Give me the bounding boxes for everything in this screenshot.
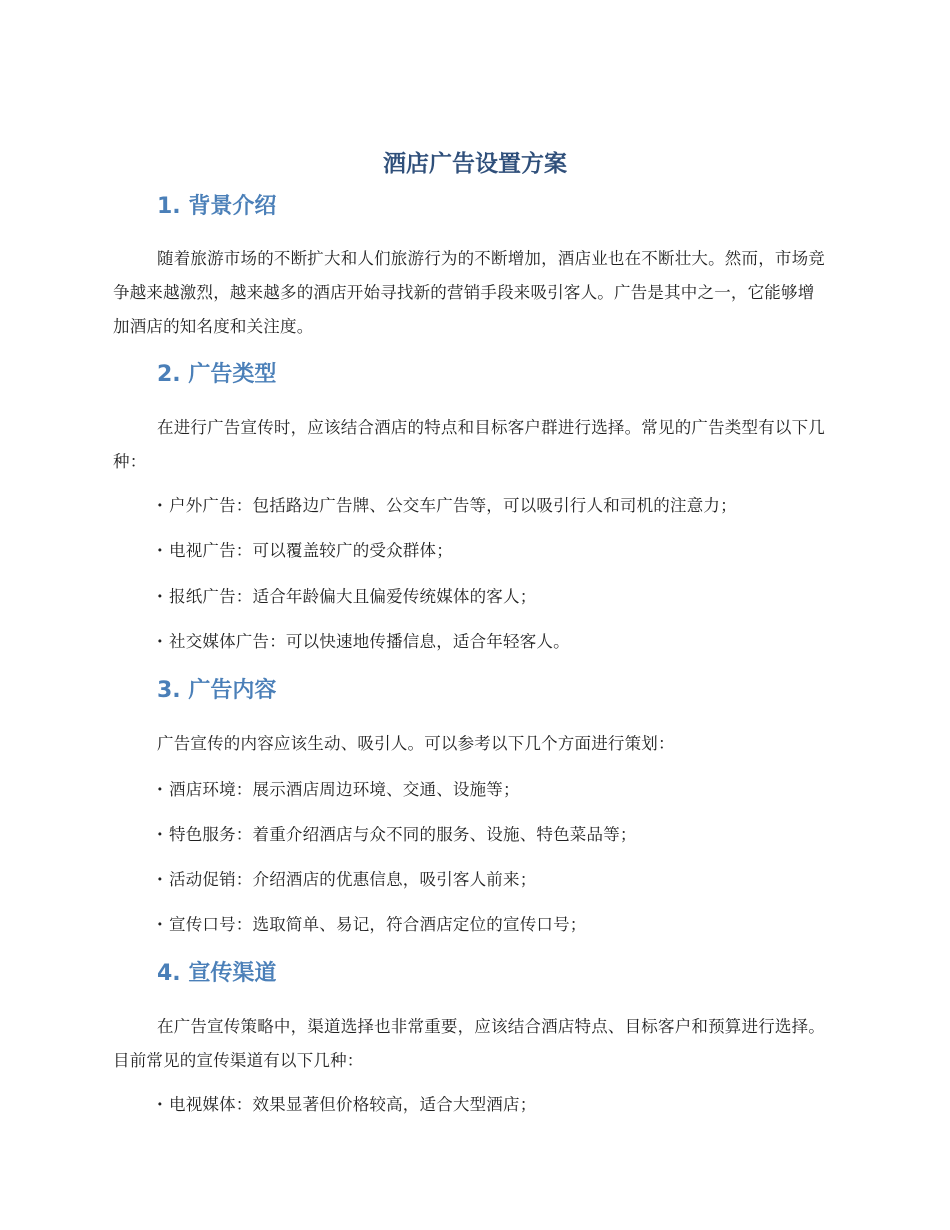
list-item bbox=[157, 908, 587, 942]
list-item bbox=[157, 1088, 536, 1122]
paragraph-channels: 在广告宣传策略中，渠道选择也非常重要，应该结合酒店特点、目标客户和预算进行选择。目前常见的宣传渠道有以下几种： bbox=[113, 1017, 825, 1070]
bullet-icon: · bbox=[157, 496, 163, 515]
list-item-text: 报纸广告：适合年龄偏大且偏爱传统媒体的客人； bbox=[169, 587, 537, 606]
section-heading-background: 1. 背景介绍 bbox=[157, 194, 277, 219]
list-item bbox=[157, 818, 637, 852]
list-item-text: 户外广告：包括路边广告牌、公交车广告等，可以吸引行人和司机的注意力； bbox=[169, 496, 737, 515]
list-item bbox=[157, 534, 453, 568]
list-item bbox=[157, 625, 570, 659]
bullet-icon: · bbox=[157, 1095, 163, 1114]
list-item-text: 电视广告：可以覆盖较广的受众群体； bbox=[169, 541, 453, 560]
bullet-icon: · bbox=[157, 632, 163, 651]
bullet-icon: · bbox=[157, 825, 163, 844]
list-item-text: 电视媒体：效果显著但价格较高，适合大型酒店； bbox=[169, 1095, 537, 1114]
paragraph-ad-types: 在进行广告宣传时，应该结合酒店的特点和目标客户群进行选择。常见的广告类型有以下几种： bbox=[113, 418, 825, 471]
bullet-icon: · bbox=[157, 541, 163, 560]
paragraph-ad-content: 广告宣传的内容应该生动、吸引人。可以参考以下几个方面进行策划： bbox=[157, 734, 675, 753]
bullet-icon: · bbox=[157, 915, 163, 934]
section-heading-ad-content: 3. 广告内容 bbox=[157, 678, 277, 703]
list-item bbox=[157, 580, 536, 614]
section-heading-ad-types: 2. 广告类型 bbox=[157, 362, 277, 387]
list-item-text: 特色服务：着重介绍酒店与众不同的服务、设施、特色菜品等； bbox=[169, 825, 637, 844]
document-title: 酒店广告设置方案 bbox=[383, 151, 567, 177]
list-item bbox=[157, 863, 536, 897]
list-item-text: 酒店环境：展示酒店周边环境、交通、设施等； bbox=[169, 780, 520, 799]
list-item bbox=[157, 773, 520, 807]
list-item-text: 宣传口号：选取简单、易记，符合酒店定位的宣传口号； bbox=[169, 915, 587, 934]
paragraph-background: 随着旅游市场的不断扩大和人们旅游行为的不断增加，酒店业也在不断壮大。然而，市场竞争越来越激烈，越来越多的酒店开始寻找新的营销手段来吸引客人。广告是其中之一，它能够增加酒店的知名度和关注度。 bbox=[113, 249, 825, 336]
list-item-text: 活动促销：介绍酒店的优惠信息，吸引客人前来； bbox=[169, 870, 537, 889]
section-heading-channels: 4. 宣传渠道 bbox=[157, 961, 277, 986]
bullet-icon: · bbox=[157, 587, 163, 606]
bullet-icon: · bbox=[157, 780, 163, 799]
list-item bbox=[157, 489, 737, 523]
list-item-text: 社交媒体广告：可以快速地传播信息，适合年轻客人。 bbox=[169, 632, 570, 651]
bullet-icon: · bbox=[157, 870, 163, 889]
